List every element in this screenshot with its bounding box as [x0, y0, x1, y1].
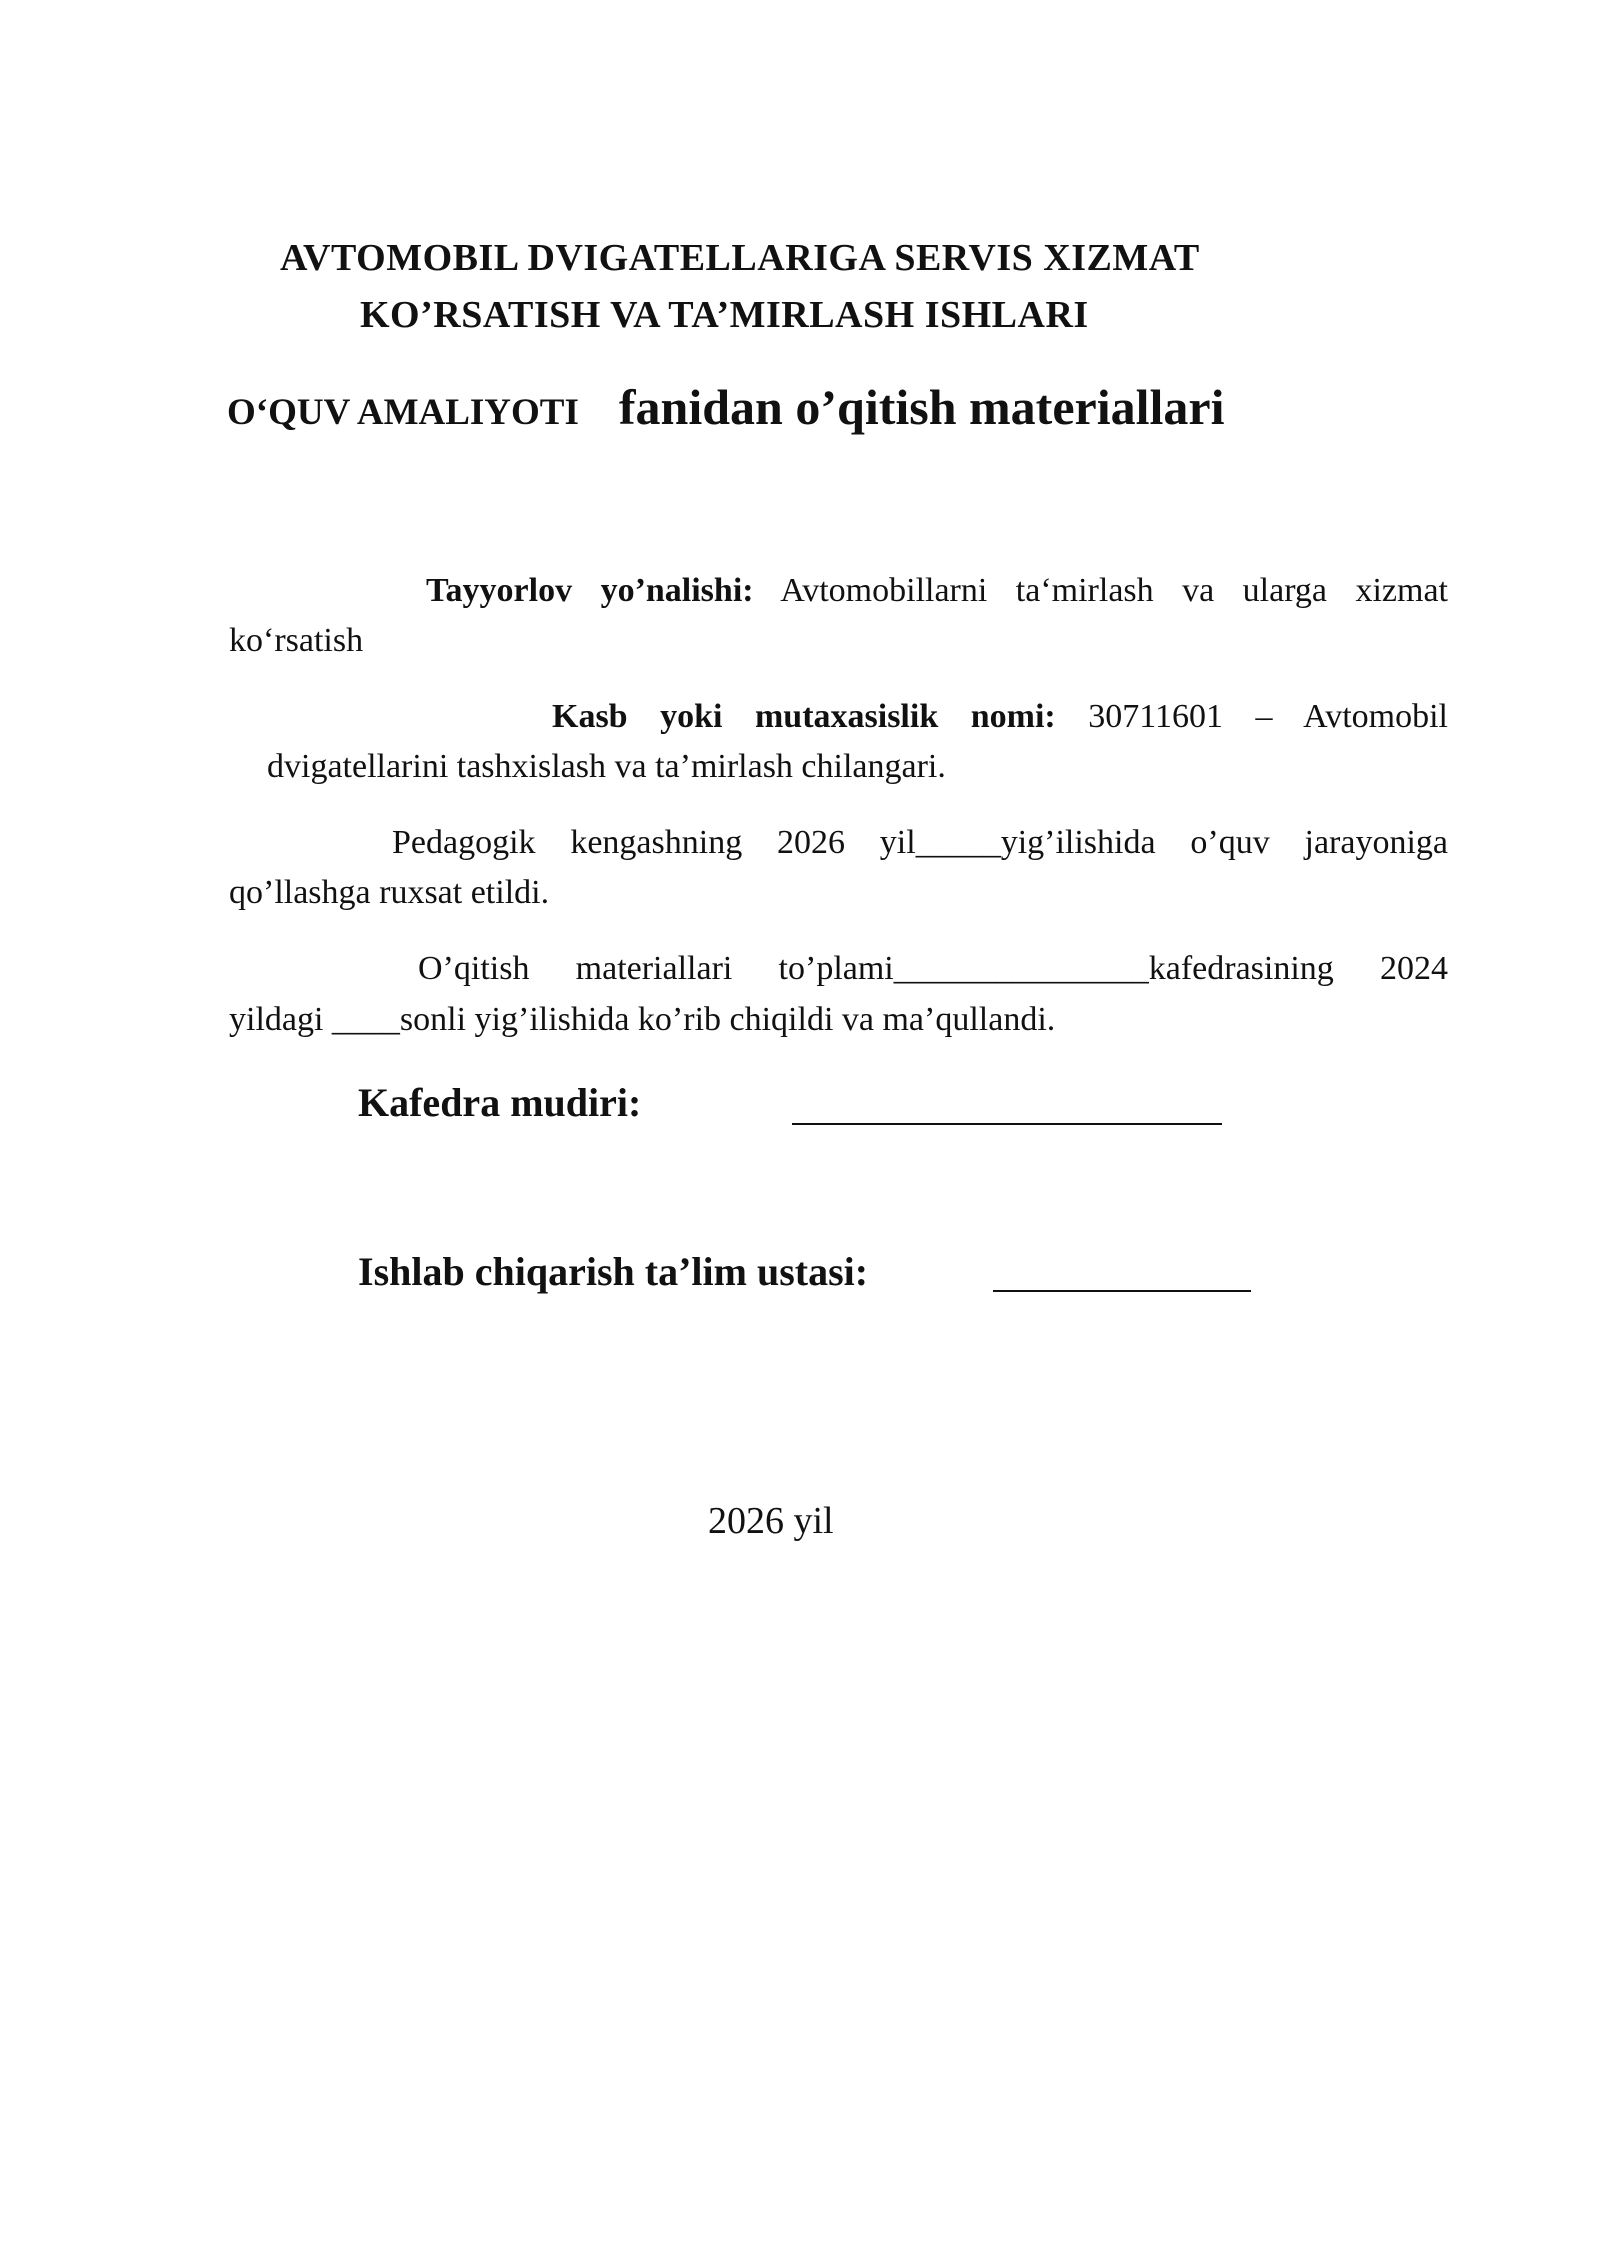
head-of-department-label: Kafedra mudiri:: [358, 1080, 642, 1125]
direction-value: Avtomobillarni ta‘mirlash va ularga xizmat: [780, 572, 1448, 609]
profession-line-1: [552, 698, 1448, 736]
subject-line: [227, 378, 1224, 436]
master-label: Ishlab chiqarish ta’lim ustasi:: [358, 1249, 869, 1294]
direction-line-2: ko‘rsatish: [229, 622, 364, 659]
direction-label: Tayyorlov yo’nalishi:: [426, 572, 754, 609]
department-line-1: O’qitish materiallari to’plami_______________kafedrasining 2024: [418, 950, 1448, 987]
direction-line-1: [426, 572, 1448, 610]
title-line-2: KO’RSATISH VA TA’MIRLASH ISHLARI: [360, 294, 1089, 336]
profession-line-2: dvigatellarini tashxislash va ta’mirlash chilangari.: [267, 748, 946, 785]
profession-label: Kasb yoki mutaxasislik nomi:: [552, 698, 1056, 735]
department-line-2: yildagi ____sonli yig’ilishida ko’rib chiqildi va ma’qullandi.: [229, 1001, 1056, 1038]
council-line-1: Pedagogik kengashning 2026 yil_____yig’ilishida o’quv jarayoniga: [392, 824, 1448, 861]
profession-value: 30711601 – Avtomobil: [1088, 698, 1448, 735]
council-line-2: qo’llashga ruxsat etildi.: [229, 874, 550, 911]
footer-year: 2026 yil: [708, 1500, 834, 1542]
subject-suffix: fanidan o’qitish materiallari: [618, 379, 1225, 435]
head-of-department-signature-line: [792, 1123, 1222, 1125]
master-signature-line: [993, 1290, 1251, 1292]
subject-name: O‘QUV AMALIYOTI: [227, 392, 579, 433]
title-line-1: AVTOMOBIL DVIGATELLARIGA SERVIS XIZMAT: [280, 237, 1200, 279]
